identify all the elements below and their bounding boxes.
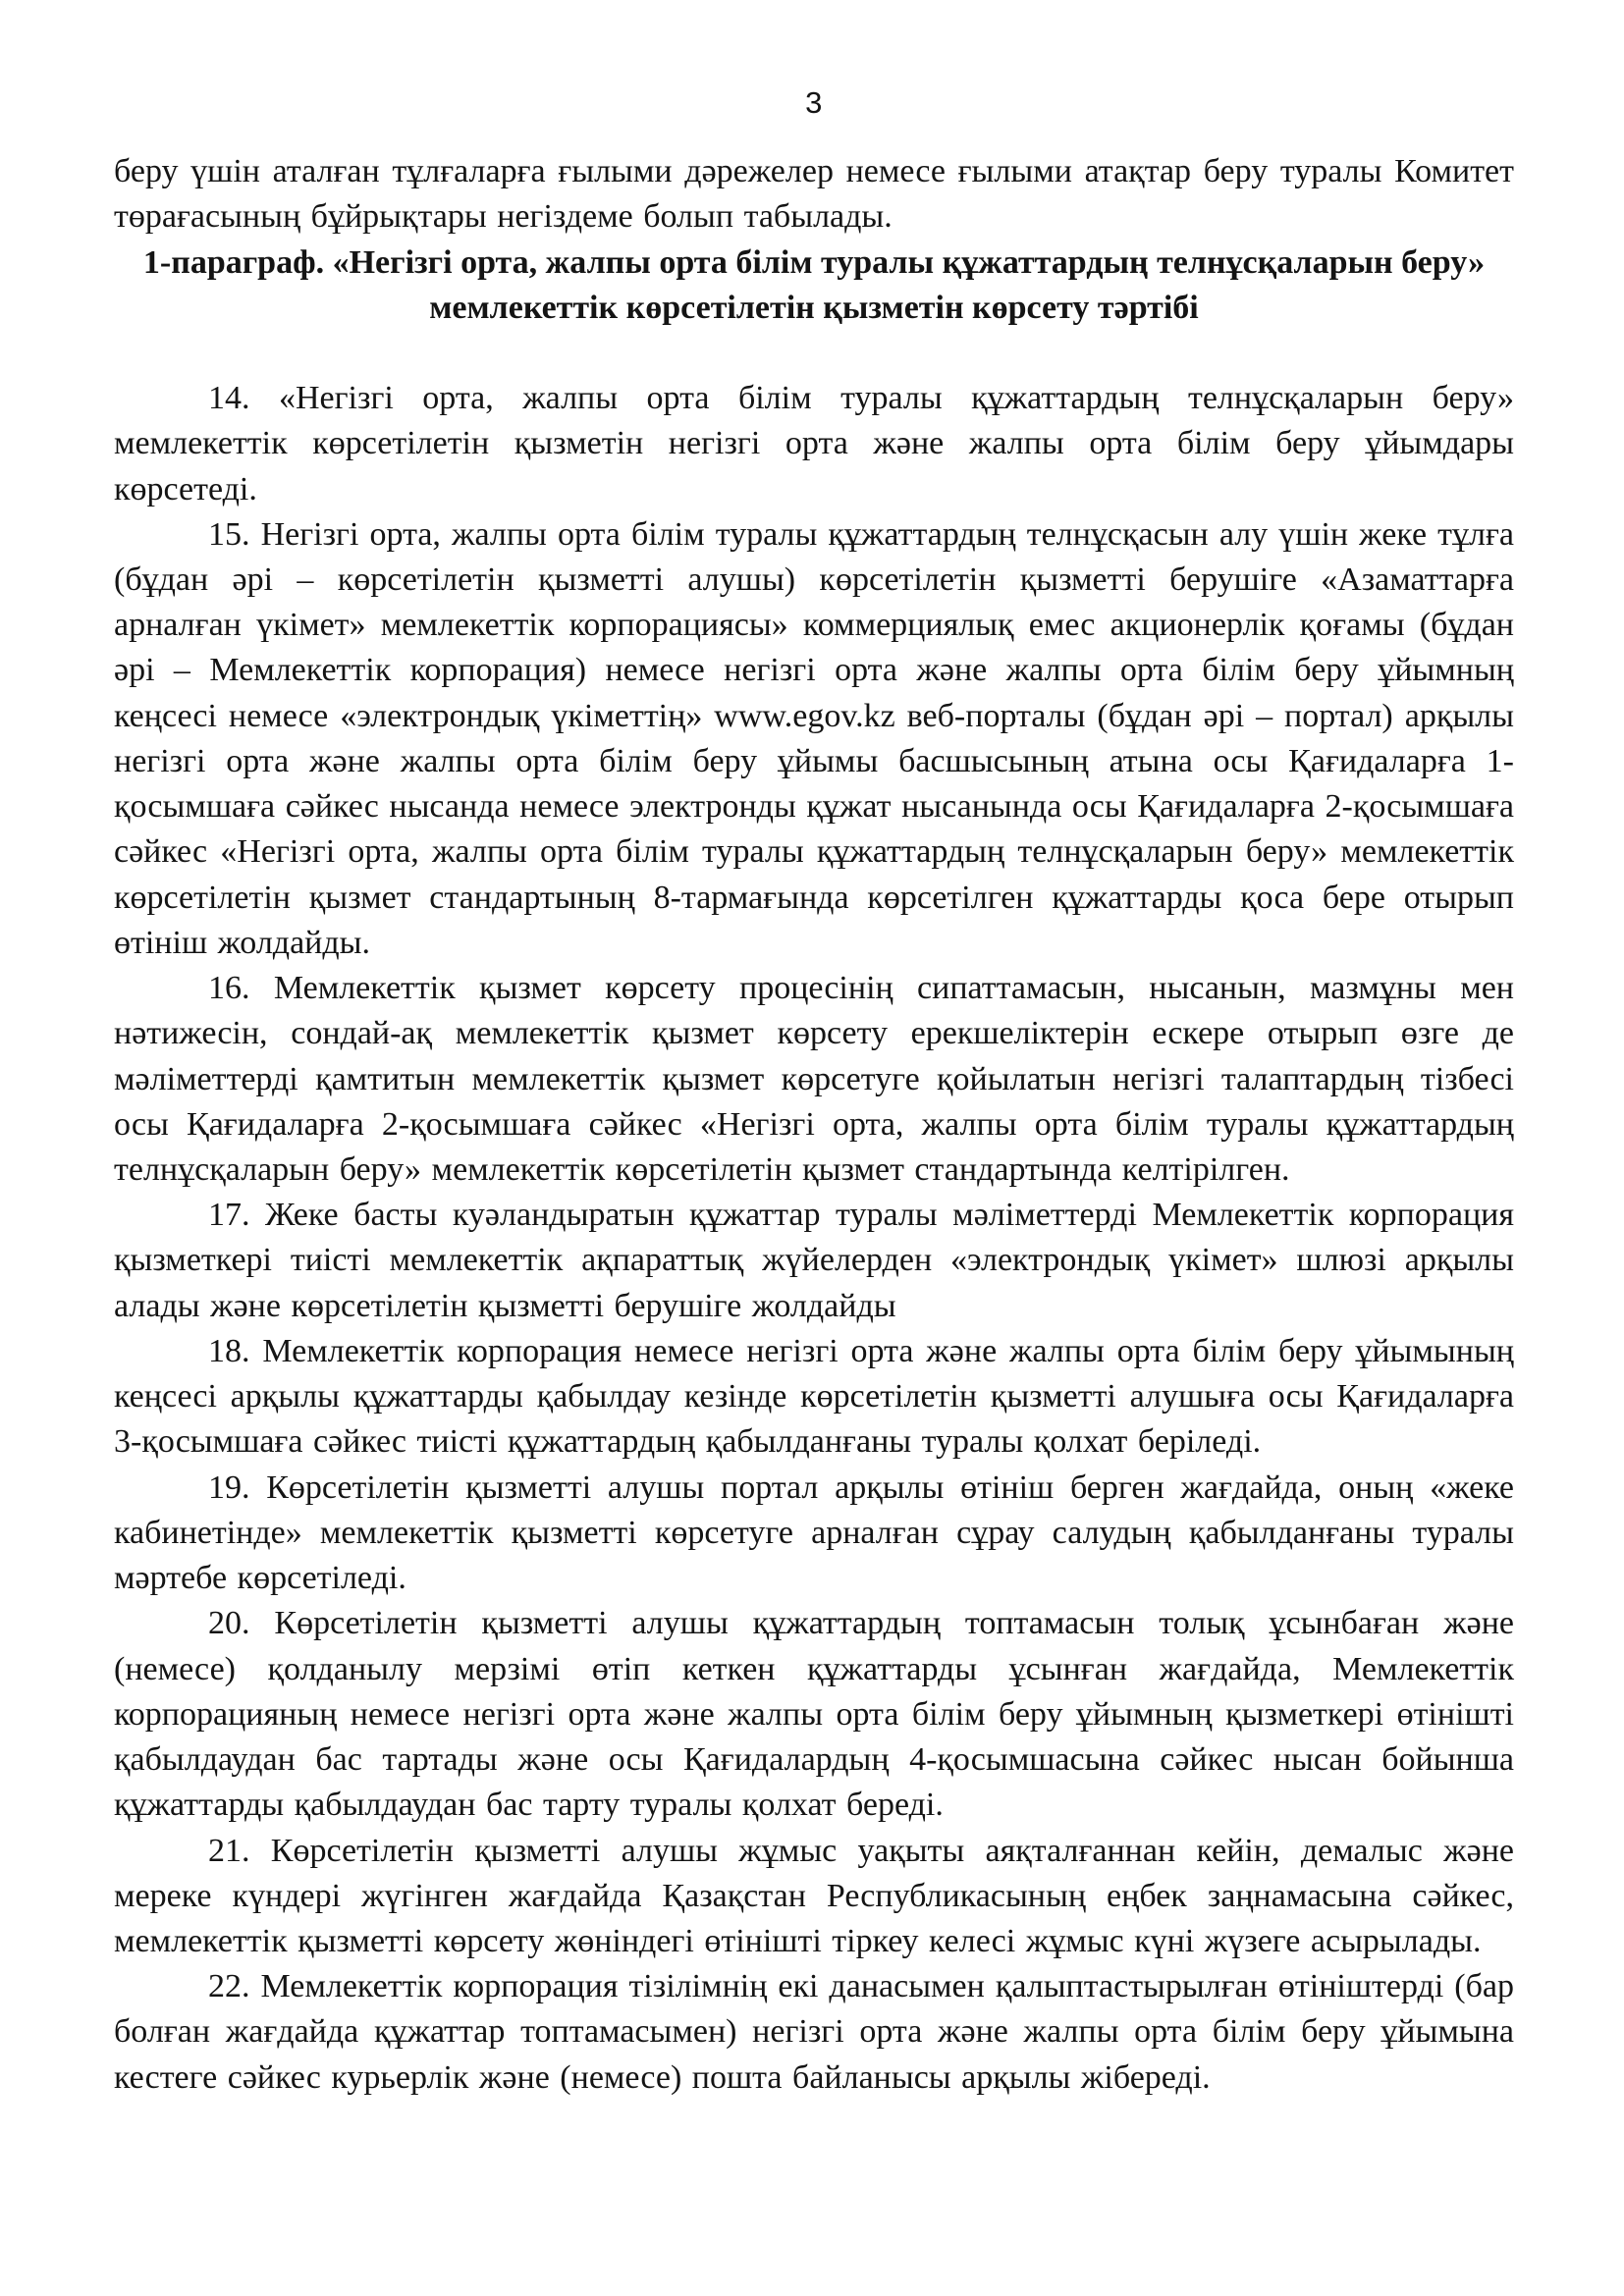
paragraph-22: 22. Мемлекеттік корпорация тізілімнің екі данасымен қалыптастырылған өтініштерді (бар болған жағдайда құжаттар топтамасымен) негізгі орта және жалпы орта білім беру ұйымына кестеге сәйкес курьерлік және (немесе) пошта байланысы арқылы жібереді.	[114, 1968, 1514, 2096]
paragraph-14: 14. «Негізгі орта, жалпы орта білім туралы құжаттардың телнұсқаларын беру» мемлекеттік көрсетілетін қызметін негізгі орта және жалпы орта білім беру ұйымдары көрсетеді.	[114, 380, 1514, 507]
paragraph-20: 20. Көрсетілетін қызметті алушы құжаттардың топтамасын толық ұсынбаған және (немесе) қолданылу мерзімі өтіп кеткен құжаттарды ұсынған жағдайда, Мемлекеттік корпорацияның немесе негізгі орта және жалпы орта білім беру ұйымның қызметкері өтінішті қабылдаудан бас тартады және осы Қағидалардың 4-қосымшасына сәйкес нысан бойынша құжаттарды қабылдаудан бас тарту туралы қолхат береді.	[114, 1605, 1514, 1824]
paragraph-18: 18. Мемлекеттік корпорация немесе негізгі орта және жалпы орта білім беру ұйымының кеңсесі арқылы құжаттарды қабылдау кезінде көрсетілетін қызметті алушыға осы Қағидаларға 3-қосымшаға сәйкес тиісті құжаттардың қабылданғаны туралы қолхат беріледі.	[114, 1332, 1514, 1461]
continuation-paragraph: беру үшін аталған тұлғаларға ғылыми дәрежелер немесе ғылыми атақтар беру туралы Комитет төрағасының бұйрықтары негіздеме болып табылады.	[114, 153, 1514, 236]
paragraph-17: 17. Жеке басты куәландыратын құжаттар туралы мәліметтерді Мемлекеттік корпорация қызметкері тиісті мемлекеттік ақпараттық жүйелерден «электрондық үкімет» шлюзі арқылы алады және көрсетілетін қызметті берушіге жолдайды	[114, 1197, 1514, 1324]
paragraph-15: 15. Негізгі орта, жалпы орта білім туралы құжаттардың телнұсқасын алу үшін жеке тұлға (бұдан әрі – көрсетілетін қызметті алушы) көрсетілетін қызметті берушіге «Азаматтарға арналған үкімет» мемлекеттік корпорациясы» коммерциялық емес акционерлік қоғамы (бұдан әрі – Мемлекеттік корпорация) немесе негізгі орта және жалпы орта білім беру ұйымның кеңсесі немесе «электрондық үкіметтің» www.egov.kz веб-порталы (бұдан әрі – портал) арқылы негізгі орта және жалпы орта білім беру ұйымы басшысының атына осы Қағидаларға 1-қосымшаға сәйкес нысанда немесе электронды құжат нысанында осы Қағидаларға 2-қосымшаға сәйкес «Негізгі орта, жалпы орта білім туралы құжаттардың телнұсқаларын беру» мемлекеттік көрсетілетін қызмет стандартының 8-тармағында көрсетілген құжаттарды қоса бере отырып өтініш жолдайды.	[114, 515, 1514, 961]
paragraph-19: 19. Көрсетілетін қызметті алушы портал арқылы өтініш берген жағдайда, оның «жеке кабинетінде» мемлекеттік қызметті көрсетуге арналған сұрау салудың қабылданғаны туралы мәртебе көрсетіледі.	[114, 1468, 1514, 1597]
paragraph-16: 16. Мемлекеттік қызмет көрсету процесінің сипаттамасын, нысанын, мазмұны мен нәтижесін, сондай-ақ мемлекеттік қызмет көрсету ерекшеліктерін ескере отырып өзге де мәліметтерді қамтитын мемлекеттік қызмет көрсетуге қойылатын негізгі талаптардың тізбесі осы Қағидаларға 2-қосымшаға сәйкес «Негізгі орта, жалпы орта білім туралы құжаттардың телнұсқаларын беру» мемлекеттік көрсетілетін қызмет стандартында келтірілген.	[114, 970, 1514, 1189]
section-heading: 1-параграф. «Негізгі орта, жалпы орта білім туралы құжаттардың телнұсқаларын беру» мемлекеттік көрсетілетін қызметін көрсету тәртібі	[142, 243, 1486, 326]
paragraph-21: 21. Көрсетілетін қызметті алушы жұмыс уақыты аяқталғаннан кейін, демалыс және мереке күндері жүгінген жағдайда Қазақстан Республикасының еңбек заңнамасына сәйкес, мемлекеттік қызметті көрсету жөніндегі өтінішті тіркеу келесі жұмыс күні жүзеге асырылады.	[114, 1832, 1514, 1959]
page-number: 3	[805, 85, 823, 120]
